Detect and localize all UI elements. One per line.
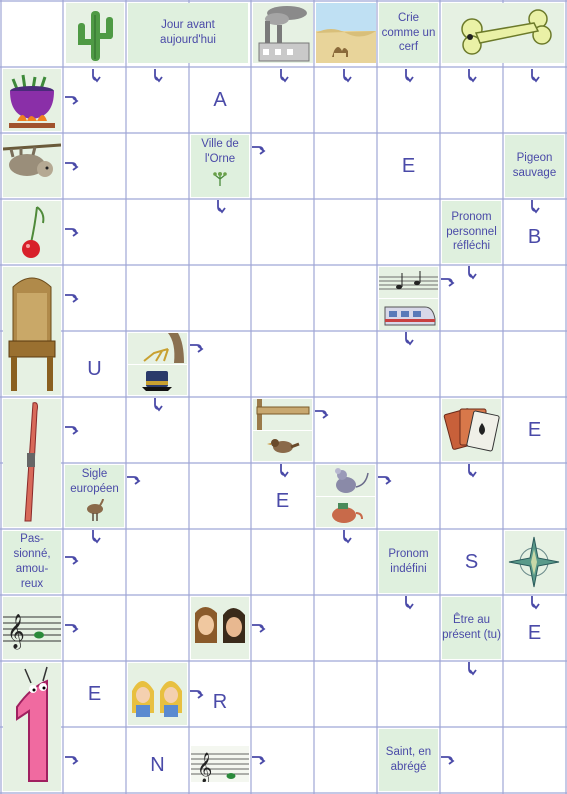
arrow-down-cards [465, 463, 479, 479]
clue-pronom-reflechi [442, 201, 501, 263]
playing-cards-picture [442, 399, 501, 461]
cell-letter-e-row7: E [275, 489, 290, 512]
compass-rose-icon [505, 531, 564, 593]
cell-letter-e-row2: E [401, 154, 416, 177]
arrow-down-col1 [89, 68, 103, 84]
arrow-down-tea [340, 529, 354, 545]
rat-icon [316, 465, 375, 496]
music-note-staff-picture [191, 746, 249, 782]
arrow-down-train [402, 331, 416, 347]
sloth-picture [3, 135, 61, 197]
arrow-down-col7 [465, 68, 479, 84]
arrow-down-col2 [151, 68, 165, 84]
small-bird-picture [253, 431, 312, 461]
clue-etre-text: Être au présent (tu) [442, 614, 501, 641]
music-note-staff-icon [191, 746, 249, 782]
cactus-picture [66, 3, 124, 63]
arrow-down-kepi [151, 397, 165, 413]
ski-picture [3, 399, 61, 527]
cell-letter-e-row6: E [527, 418, 542, 441]
factory-picture [253, 3, 313, 63]
clue-pigeon [505, 135, 564, 197]
arrow-right-claw [189, 341, 205, 355]
cell-letter-b: B [527, 225, 542, 248]
clue-sigle-text: Sigle européen [70, 468, 119, 495]
factory-icon [253, 3, 313, 63]
arrow-right-signpost [314, 407, 330, 421]
bone-picture [442, 3, 564, 63]
rat-picture [316, 465, 375, 496]
bird-claw-picture [128, 333, 187, 364]
signpost-icon [253, 399, 312, 430]
arrow-right-row1 [64, 93, 80, 107]
arrow-right-row9 [64, 621, 80, 635]
arrow-right-row11 [64, 753, 80, 767]
portraits-icon [191, 597, 249, 659]
twins-icon [128, 663, 187, 725]
clue-sigle [65, 465, 124, 527]
arrow-right-row2 [64, 159, 80, 173]
cell-letter-s: S [464, 550, 479, 573]
twins-picture [128, 663, 187, 725]
svg-text:𝄞: 𝄞 [7, 614, 25, 649]
arrow-right-ville-orne [251, 143, 267, 157]
clue-ville-orne [191, 135, 249, 197]
arrow-right-notes [440, 275, 456, 289]
clue-ville-orne-text: Ville de l'Orne [201, 138, 239, 165]
sloth-icon [3, 135, 61, 197]
clue-etre [442, 597, 501, 659]
kepi-picture [128, 365, 187, 395]
arrow-right-music-note [251, 753, 267, 767]
clue-passionne-text: Pas-sionné, amou-reux [13, 533, 51, 590]
clue-saint-text: Saint, en abrégé [385, 746, 432, 773]
arrow-down-col5 [340, 68, 354, 84]
cell-letter-n: N [150, 753, 165, 776]
tea-picture [316, 497, 375, 527]
arrow-down-ville-orne [214, 199, 228, 215]
clue-crie-cerf [379, 3, 438, 63]
cactus-icon [66, 3, 124, 63]
train-picture [379, 299, 438, 330]
number-one-picture [3, 663, 61, 791]
music-notes-icon [379, 267, 438, 298]
playing-cards-icon [442, 399, 501, 461]
cauldron-picture [3, 69, 61, 131]
arrow-right-saint [440, 753, 456, 767]
desert-icon [316, 3, 376, 63]
throne-picture [3, 267, 61, 395]
music-staff-icon [3, 597, 61, 659]
arrow-down-col6 [402, 68, 416, 84]
desert-picture [316, 3, 376, 63]
bird-claw-icon [128, 333, 187, 364]
emu-icon [83, 497, 107, 523]
small-bird-icon [253, 431, 312, 461]
clue-pronom-indefini [379, 531, 438, 593]
arrow-right-row6 [64, 423, 80, 437]
number-one-icon [3, 663, 61, 791]
flower-icon [210, 169, 230, 187]
arrow-down-pronom-indefini [402, 595, 416, 611]
cauldron-icon [3, 69, 61, 131]
arrow-right-row3 [64, 225, 80, 239]
cherry-icon [3, 201, 61, 263]
cell-letter-e-row9: E [527, 621, 542, 644]
arrow-down-pronom-reflechi [465, 265, 479, 281]
arrow-right-portraits [251, 621, 267, 635]
music-notes-picture [379, 267, 438, 298]
throne-icon [3, 267, 61, 395]
arrow-right-row4 [64, 291, 80, 305]
bone-icon [442, 3, 564, 63]
svg-text:𝄞: 𝄞 [197, 753, 213, 782]
music-staff-picture [3, 597, 61, 659]
clue-pigeon-text: Pigeon sauvage [512, 152, 557, 179]
clue-passionne [3, 531, 61, 593]
clue-jour-avant [128, 3, 248, 63]
signpost-picture [253, 399, 312, 430]
arrow-down-col4 [277, 68, 291, 84]
cell-letter-a: A [213, 88, 227, 111]
kepi-icon [128, 365, 187, 395]
cell-letter-r: R [212, 690, 228, 713]
clue-saint [379, 729, 438, 791]
cell-letter-e-row10: E [87, 682, 102, 705]
clue-pronom-indefini-text: Pronom indéfini [388, 548, 429, 575]
arrow-right-rat [377, 473, 393, 487]
compass-rose-picture [505, 531, 564, 593]
arrow-down-col8 [528, 68, 542, 84]
cherry-picture [3, 201, 61, 263]
arrow-right-passionne [64, 553, 80, 567]
clue-jour-avant-text: Jour avant aujourd'hui [160, 19, 216, 46]
cell-letter-u: U [87, 357, 102, 380]
clue-pronom-reflechi-text: Pronom personnel réfléchi [446, 210, 497, 253]
arrow-right-sigle [126, 473, 142, 487]
train-icon [379, 299, 438, 330]
portraits-picture [191, 597, 249, 659]
tea-icon [316, 497, 375, 527]
arrow-down-sigle [89, 529, 103, 545]
arrow-down-etre [465, 661, 479, 677]
ski-icon [3, 399, 61, 527]
clue-crie-cerf-text: Crie comme un cerf [381, 11, 436, 54]
